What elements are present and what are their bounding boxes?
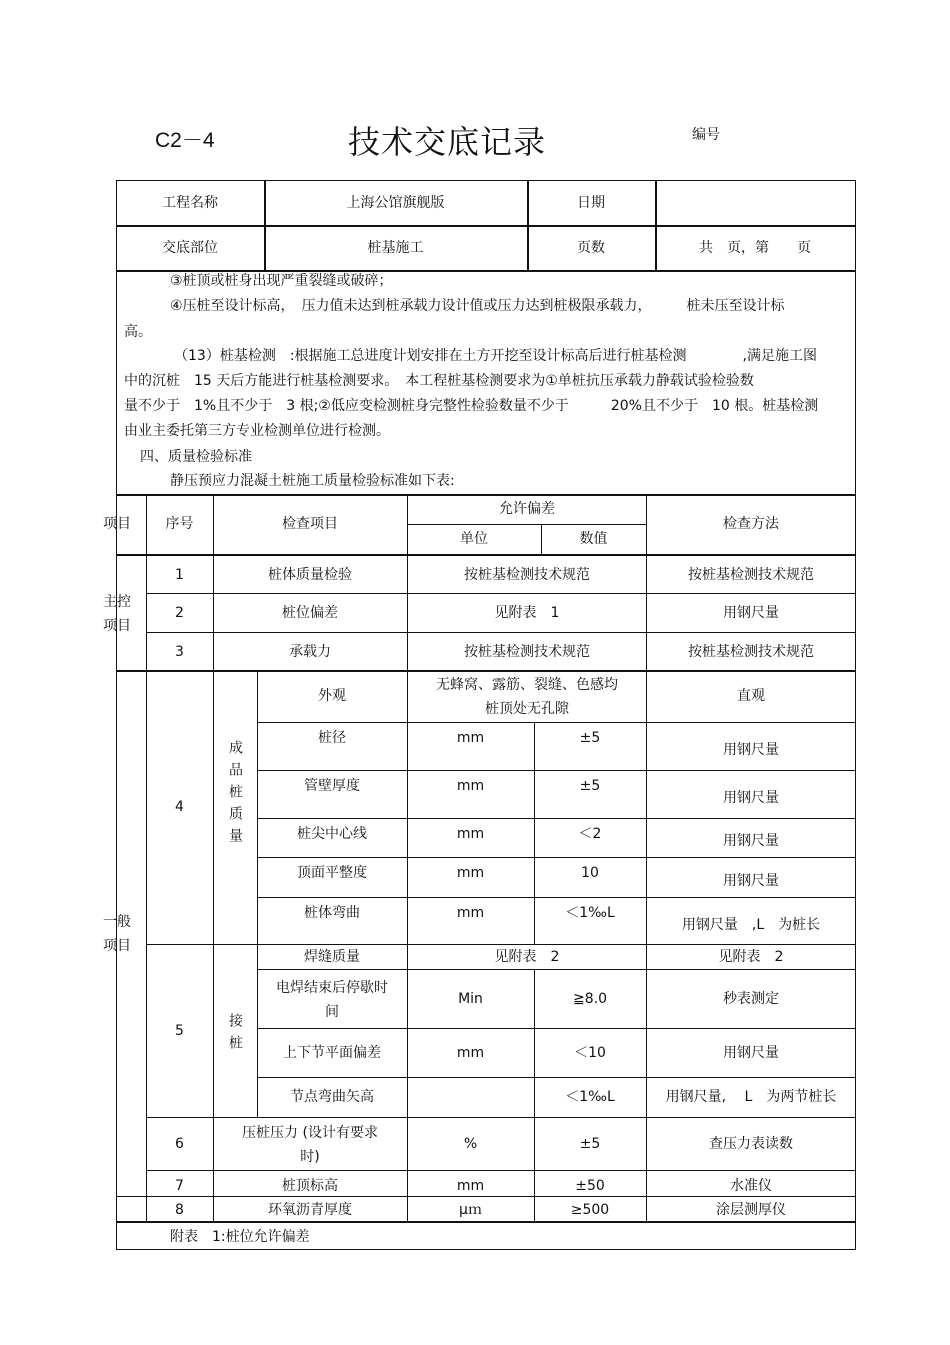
sub-group-label: 接桩 [227, 1013, 243, 1057]
table-row: % [463, 1135, 478, 1152]
table-row: 用钢尺量 [723, 872, 779, 889]
table-row: ±5 [579, 1135, 601, 1152]
table-row [407, 1077, 534, 1117]
header-value: 数值 [579, 531, 608, 547]
page-title: 技术交底记录 [348, 123, 547, 161]
date-value [655, 180, 855, 225]
seq-4: 4 [175, 799, 184, 815]
table-row: 用钢尺量 [723, 832, 779, 849]
table-row: 桩顶标高 [282, 1178, 338, 1194]
seq-7: 7 [175, 1178, 184, 1194]
part-label: 交底部位 [162, 239, 218, 256]
paragraph: ③桩顶或桩身出现严重裂缝或破碎； [170, 273, 393, 289]
paragraph: ④压桩至设计标高， 压力值未达到桩承载力设计值或压力达到桩极限承载力， 桩未压至设计标 [170, 298, 785, 314]
allow-line: 桩顶处无孔隙 [485, 701, 569, 717]
table-row: 用钢尺量 [723, 742, 779, 758]
table-row: 桩位偏差 [282, 605, 338, 621]
table-row: 节点弯曲矢高 [290, 1089, 374, 1105]
table-row: ＜1‰L [565, 905, 615, 921]
table-row: ＜10 [574, 1044, 606, 1061]
divider [116, 270, 856, 272]
table-row: 顶面平整度 [297, 865, 367, 881]
table-row: mm [456, 730, 485, 746]
seq-8: 8 [175, 1202, 184, 1218]
table-row: 10 [581, 865, 599, 881]
table-row: 查压力表读数 [709, 1135, 793, 1152]
sub-group-finished-pile [213, 730, 257, 860]
table-row: mm [456, 1044, 485, 1061]
header-item: 项目 [103, 516, 131, 532]
table-row: 用钢尺量, L 为两节桩长 [665, 1089, 837, 1105]
record-code: C2－4 [155, 129, 215, 152]
table-row: 焊缝质量 [304, 949, 360, 965]
part-value: 桩基施工 [367, 239, 424, 256]
table-row: 按桩基检测技术规范 [688, 643, 814, 660]
seq-5: 5 [175, 1022, 184, 1039]
table-row: ≥500 [570, 1202, 610, 1218]
paragraph: 中的沉桩 15 天后方能进行桩基检测要求。 本工程桩基检测要求为①单桩抗压承载力静载试验检验数 [124, 373, 754, 389]
paragraph: 量不少于 1%且不少于 3 根;②低应变检测桩身完整性检验数量不少于 20%且不少于 10 根。桩基检测 [124, 398, 819, 414]
table-row: μｍ [459, 1202, 482, 1218]
table-row: 上下节平面偏差 [283, 1044, 381, 1061]
seq-6: 6 [175, 1135, 184, 1152]
table-row: 秒表测定 [723, 990, 779, 1007]
table-row: 按桩基检测技术规范 [688, 567, 814, 583]
table-row: mm [456, 826, 485, 842]
table-row: mm [456, 865, 485, 881]
header-unit: 单位 [460, 531, 488, 547]
sub-group-joint [213, 1000, 257, 1070]
pages-value: 共 页，第 页 [699, 239, 811, 256]
number-label: 编号 [692, 127, 720, 143]
table-row: 环氧沥青厚度 [268, 1202, 352, 1218]
item-line: 间 [325, 1004, 339, 1020]
table-row: 桩尖中心线 [297, 826, 367, 842]
section-heading: 四、质量检验标准 [140, 449, 252, 465]
header-method: 检查方法 [723, 516, 779, 532]
table-row: ＜1‰L [565, 1089, 615, 1105]
item-line: 电焊结束后停歇时 [276, 980, 388, 996]
table-row: 涂层测厚仪 [716, 1202, 786, 1218]
table-row: 2 [175, 605, 184, 621]
table-row: ±5 [579, 778, 601, 794]
header-check: 检查项目 [282, 516, 338, 532]
table-row: 承载力 [289, 643, 331, 660]
table-row: 按桩基检测技术规范 [464, 643, 590, 660]
main-group-label: 主控项目 [103, 594, 131, 634]
table-row [407, 672, 647, 722]
table-row: 桩体质量检验 [268, 567, 352, 583]
table-row: ≧8.0 [573, 990, 607, 1007]
header-allow: 允许偏差 [499, 501, 555, 517]
paragraph: （13）桩基检测 :根据施工总进度计划安排在土方开挖至设计标高后进行桩基检测 ,满足施工图 [174, 348, 817, 364]
table-row: Min [458, 990, 483, 1007]
table-row: 见附表 1 [494, 605, 560, 621]
project-name-value: 上海公馆旗舰版 [346, 194, 445, 211]
table-row: ±50 [575, 1178, 605, 1194]
table-row: 按桩基检测技术规范 [464, 567, 590, 583]
table-row: mm [456, 1178, 485, 1194]
allow-line: 无蜂窝、露筋、裂缝、色感均 [436, 677, 618, 693]
table-row: 水准仪 [730, 1178, 772, 1194]
table-row: 桩体弯曲 [304, 905, 360, 921]
table-row: 用钢尺量 [723, 790, 779, 806]
table-row: mm [456, 778, 485, 794]
table-row: 外观 [318, 688, 346, 704]
divider [146, 1170, 856, 1171]
appendix-note: 附表 1:桩位允许偏差 [170, 1229, 310, 1245]
table-row: 3 [175, 643, 184, 660]
table-row: 直观 [737, 688, 765, 704]
table-row: 管壁厚度 [304, 778, 360, 794]
table-row: mm [456, 905, 485, 921]
table-row: 用钢尺量 ,L 为桩长 [681, 917, 821, 933]
sub-group-label: 成品桩质量 [227, 740, 243, 850]
table-row: ＜2 [578, 826, 602, 842]
table-row: 1 [175, 567, 184, 583]
project-name-label: 工程名称 [162, 194, 218, 211]
item-line: 压桩压力 (设计有要求 [242, 1124, 378, 1141]
paragraph: 由业主委托第三方专业检测单位进行检测。 [124, 423, 390, 439]
table-row: ±5 [579, 730, 601, 746]
paragraph: 高。 [124, 324, 152, 340]
table-row: 用钢尺量 [723, 1044, 779, 1061]
general-group-label: 一般项目 [103, 914, 131, 954]
date-label: 日期 [577, 194, 605, 211]
table-row [257, 972, 407, 1028]
table-row: 见附表 2 [494, 949, 560, 965]
table-row: 桩径 [318, 730, 346, 746]
table-row: 用钢尺量 [723, 605, 779, 621]
pages-label: 页数 [577, 239, 605, 256]
header-seq: 序号 [165, 516, 194, 532]
table-intro: 静压预应力混凝土桩施工质量检验标准如下表: [170, 473, 455, 489]
item-line: 时) [300, 1148, 320, 1165]
table-row [213, 1119, 407, 1170]
table-row: 见附表 2 [718, 949, 784, 965]
